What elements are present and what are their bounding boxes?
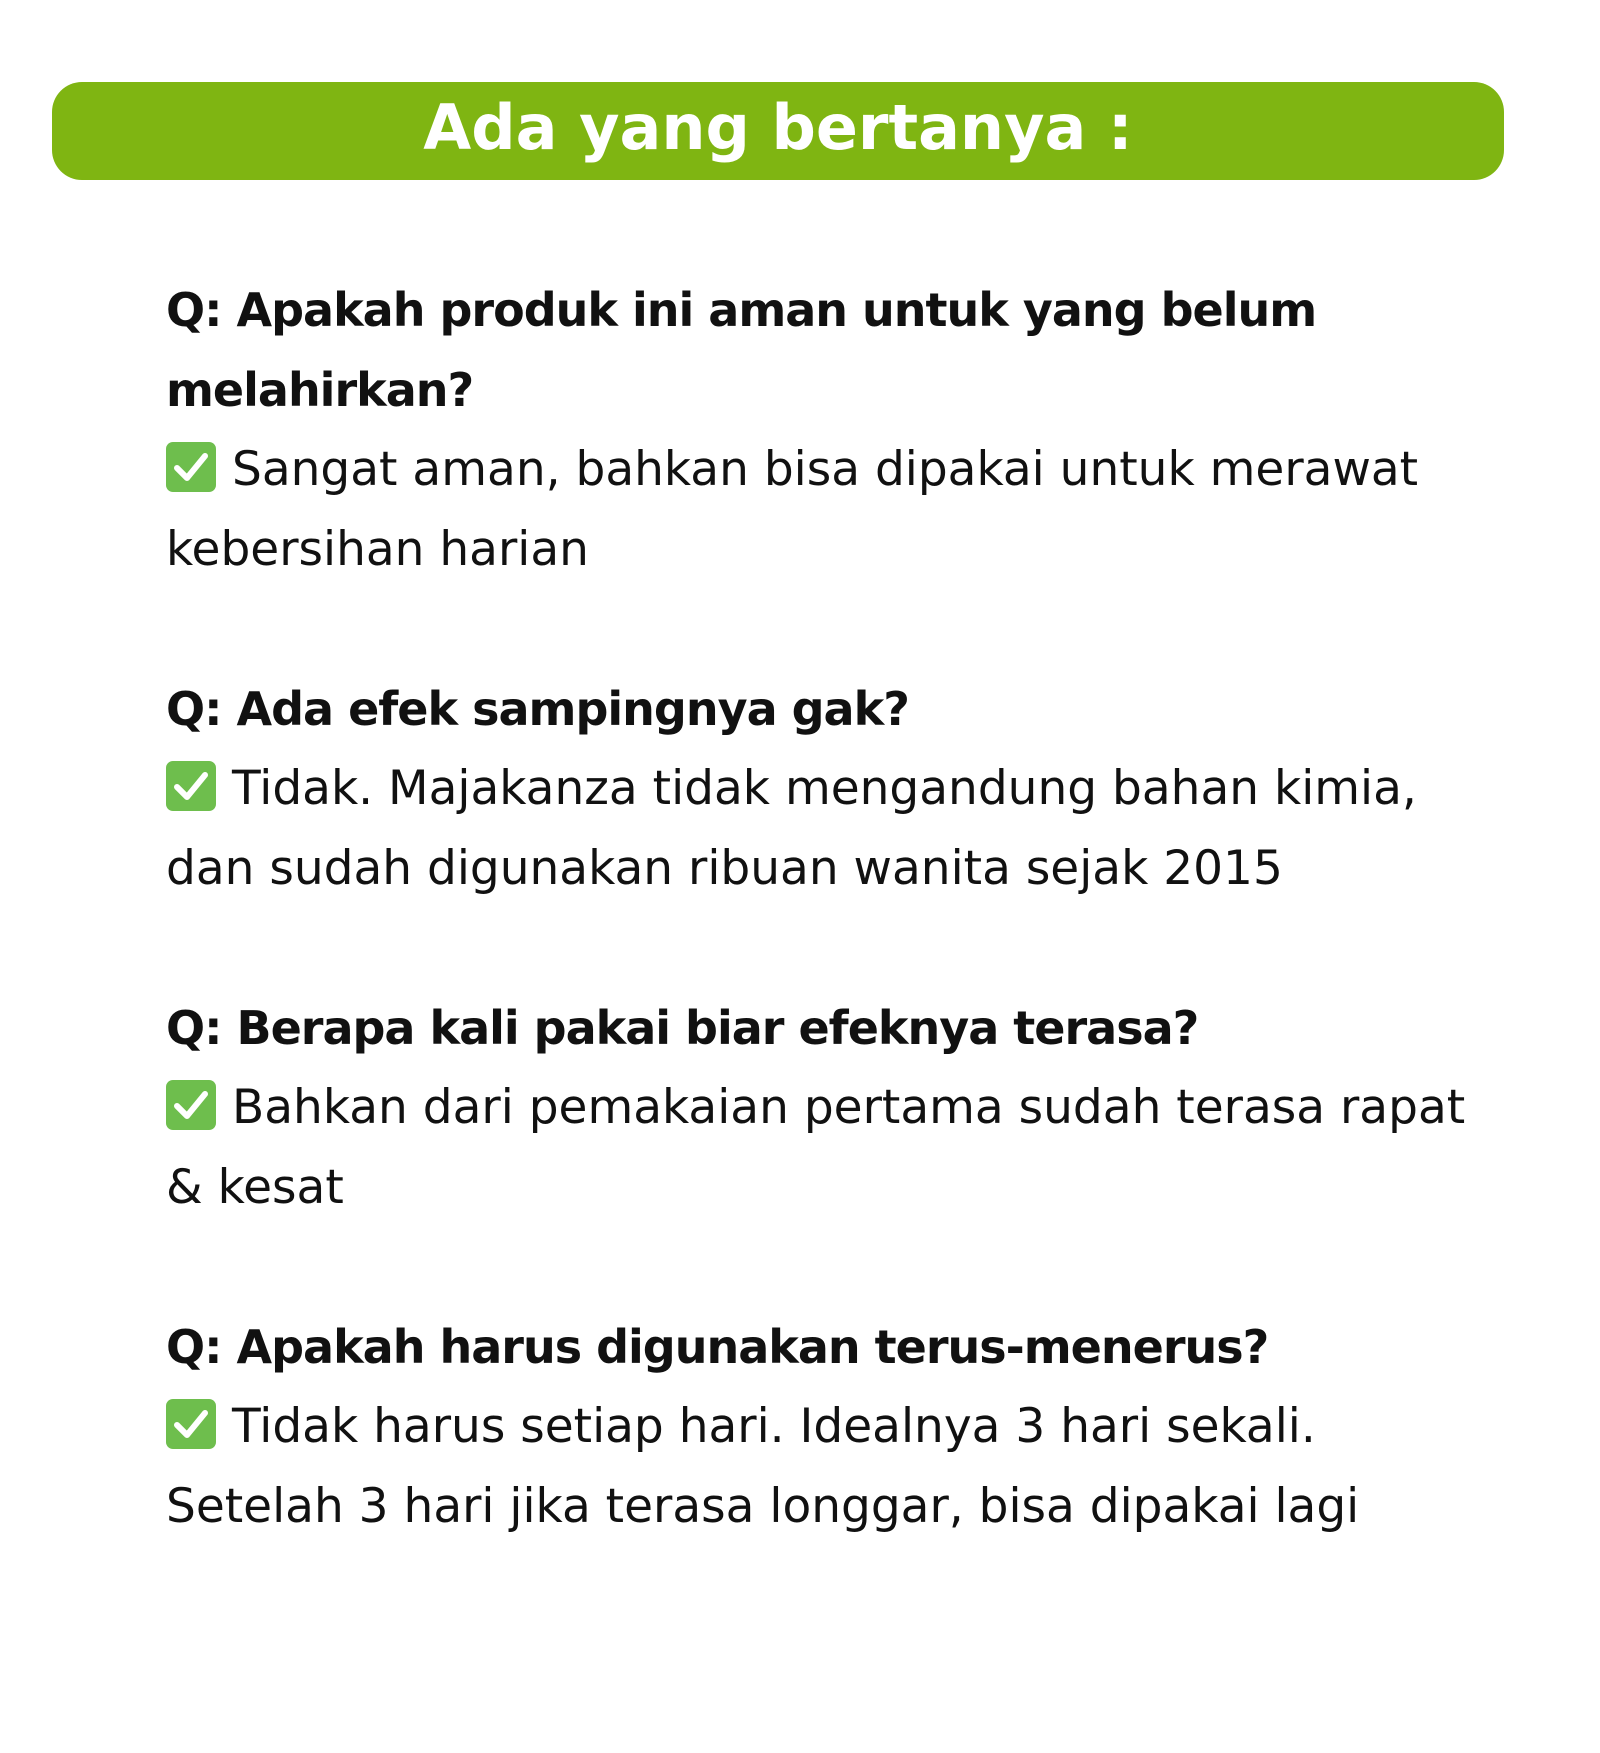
header-banner bbox=[52, 82, 1504, 180]
faq-question: Q: Apakah harus digunakan terus-menerus? bbox=[166, 1320, 1269, 1374]
faq-answer-block bbox=[166, 1387, 1466, 1547]
faq-answer: Tidak. Majakanza tidak mengandung bahan kimia, dan sudah digunakan ribuan wanita sejak 2015 bbox=[166, 761, 1417, 896]
faq-answer-block bbox=[166, 749, 1466, 909]
faq-item bbox=[166, 669, 1466, 909]
faq-question: Q: Apakah produk ini aman untuk yang belum melahirkan? bbox=[166, 283, 1317, 417]
check-mark-icon bbox=[166, 1399, 216, 1449]
faq-question: Q: Ada efek sampingnya gak? bbox=[166, 682, 909, 736]
faq-answer-block bbox=[166, 1068, 1466, 1228]
faq-item bbox=[166, 270, 1466, 590]
check-mark-icon bbox=[166, 442, 216, 492]
faq-question: Q: Berapa kali pakai biar efeknya terasa? bbox=[166, 1001, 1199, 1055]
faq-answer: Sangat aman, bahkan bisa dipakai untuk merawat kebersihan harian bbox=[166, 442, 1419, 577]
faq-answer: Bahkan dari pemakaian pertama sudah terasa rapat & kesat bbox=[166, 1080, 1466, 1215]
faq-answer-block bbox=[166, 430, 1466, 590]
check-mark-icon bbox=[166, 761, 216, 811]
page-title: Ada yang bertanya : bbox=[423, 91, 1133, 164]
faq-list bbox=[166, 270, 1466, 1547]
faq-item bbox=[166, 988, 1466, 1228]
faq-item bbox=[166, 1307, 1466, 1547]
check-mark-icon bbox=[166, 1080, 216, 1130]
faq-answer: Tidak harus setiap hari. Idealnya 3 hari sekali. Setelah 3 hari jika terasa longgar, bisa dipakai lagi bbox=[166, 1399, 1360, 1534]
